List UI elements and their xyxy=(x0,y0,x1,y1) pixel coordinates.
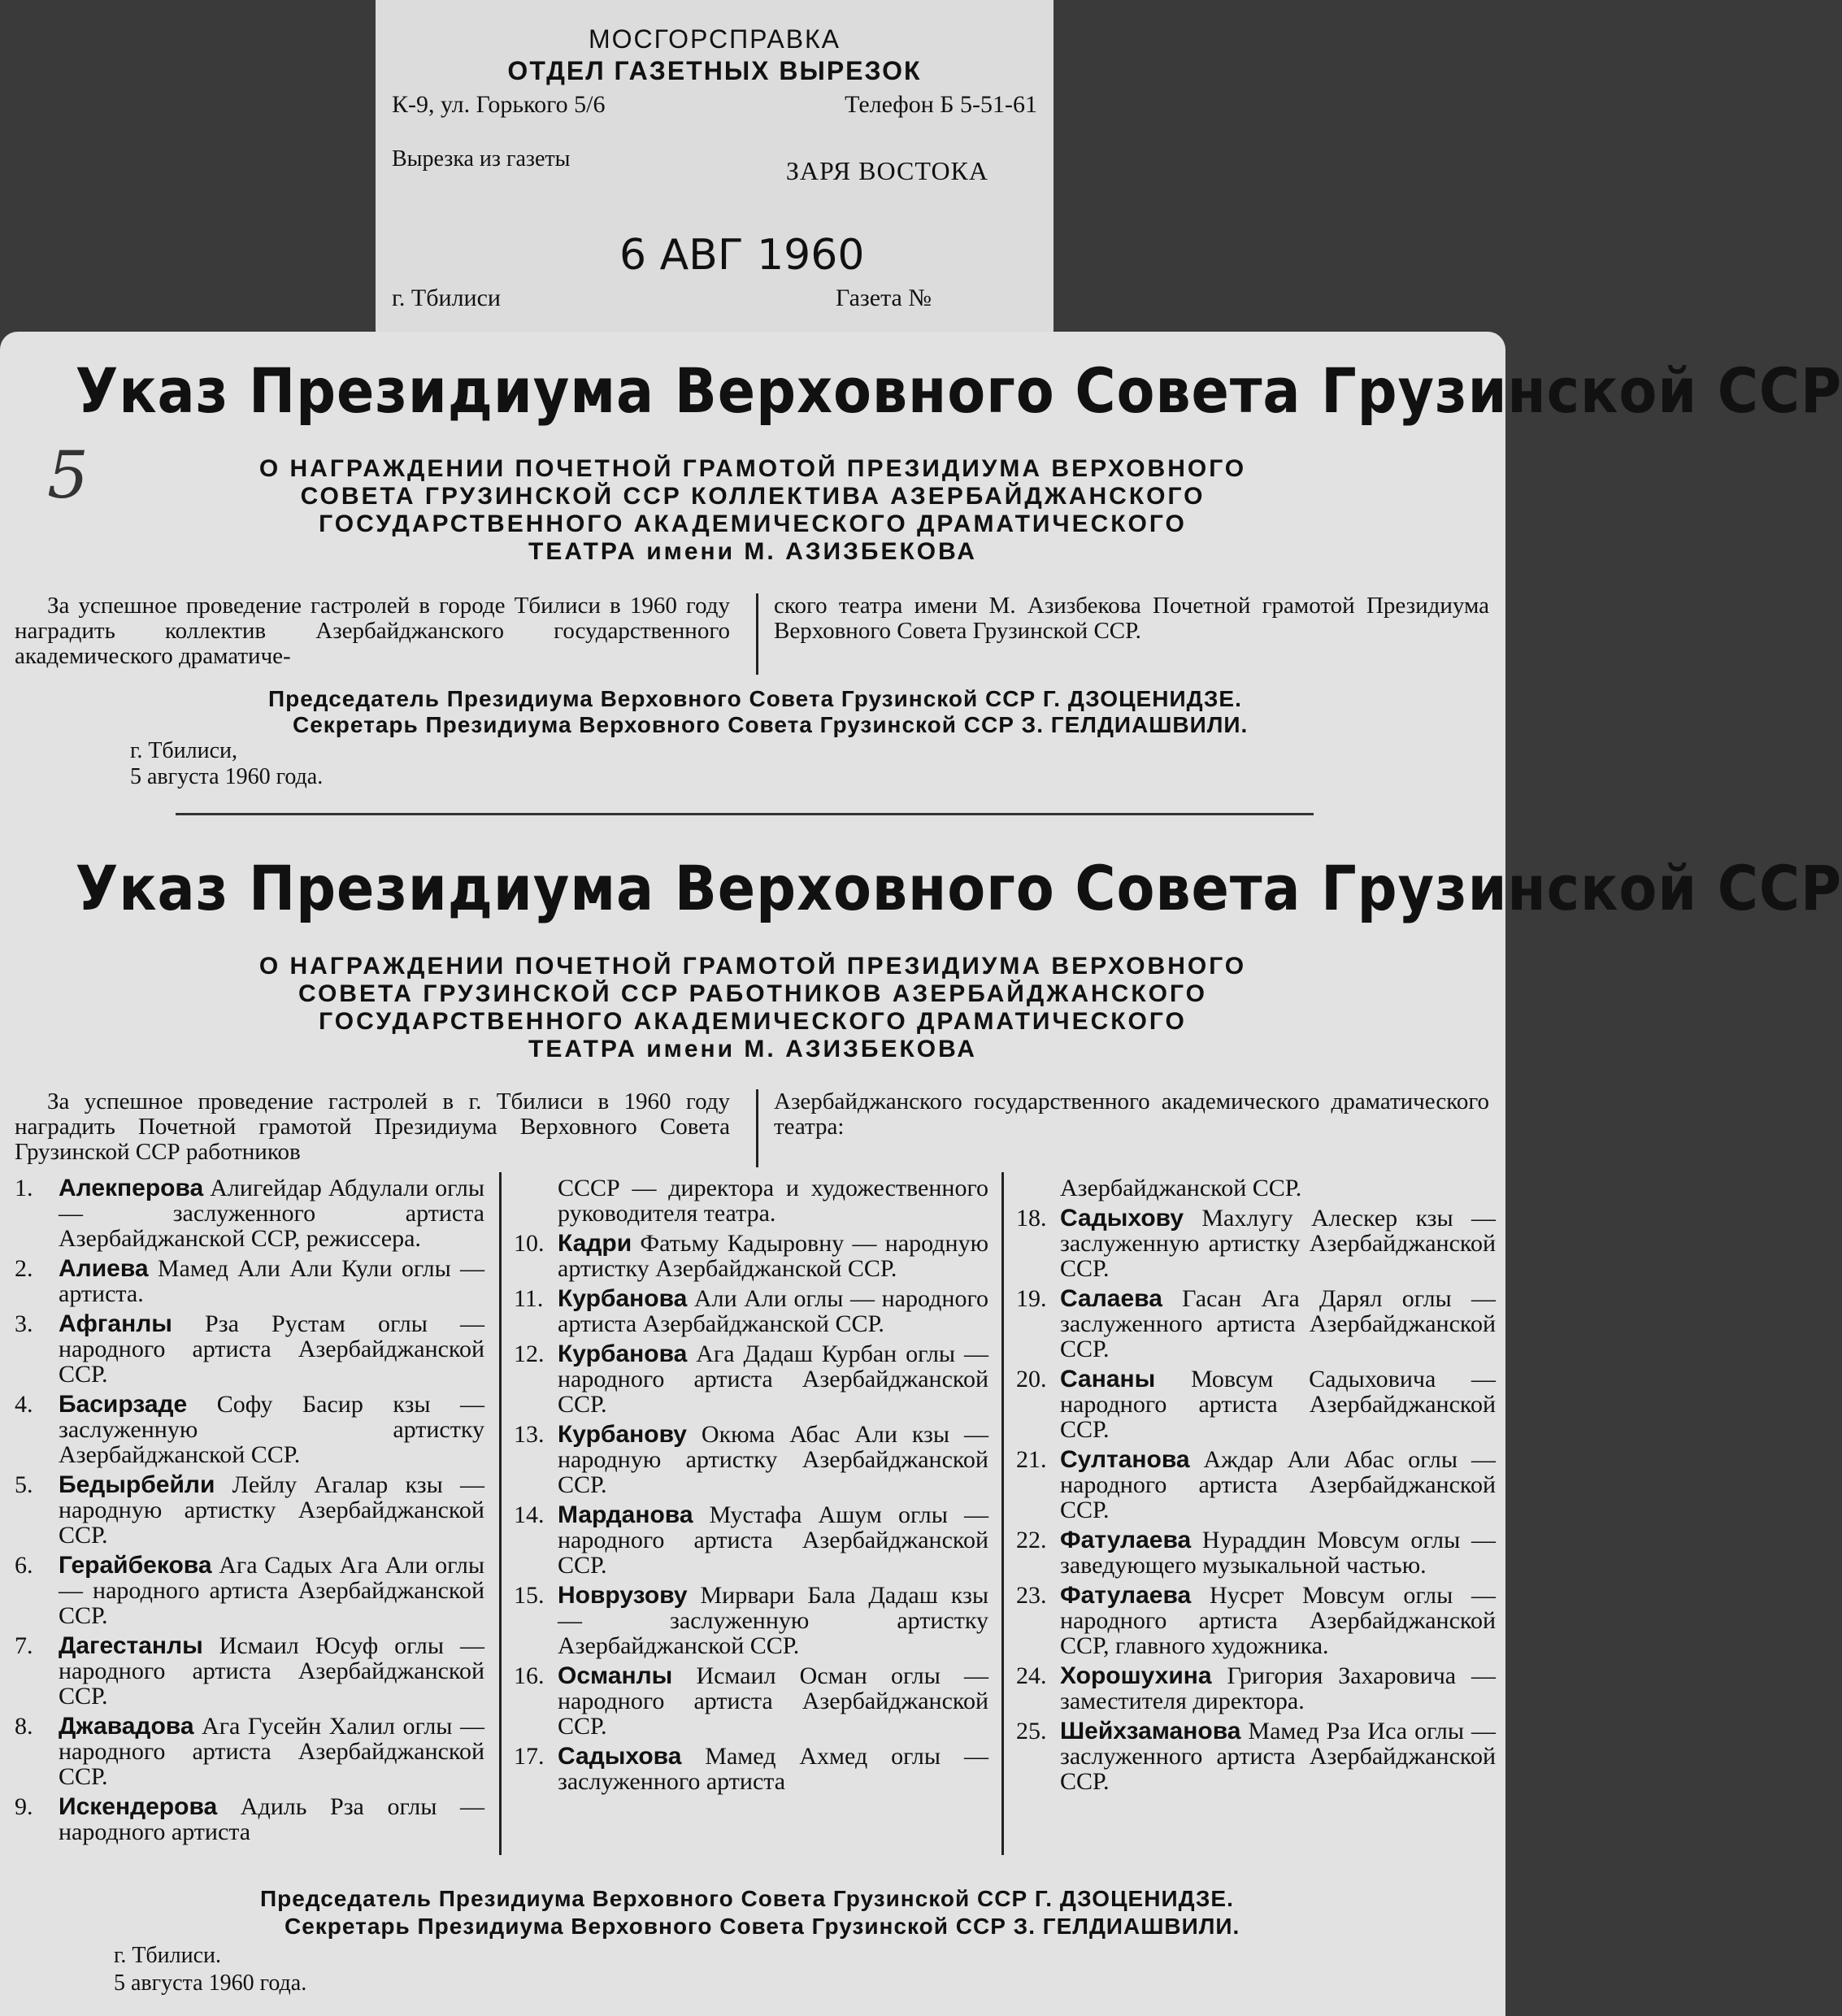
awardee-item xyxy=(514,1583,988,1658)
item-number: 22. xyxy=(1016,1527,1047,1553)
awardee-item xyxy=(514,1422,988,1497)
stamp-issue-label: Газета № xyxy=(836,285,932,311)
awardee-surname: Султанова xyxy=(1060,1446,1190,1473)
awardee-surname: Афганлы xyxy=(59,1310,172,1337)
item-number: 7. xyxy=(15,1632,33,1659)
decree1-chair: Председатель Президиума Верховного Совета Грузинской ССР Г. ДЗОЦЕНИДЗЕ. xyxy=(268,686,1242,711)
awardee-details: Нусрет Мовсум оглы — народного артиста Азербайджанской ССР, главного художника. xyxy=(1060,1582,1496,1659)
subtitle-line: СОВЕТА ГРУЗИНСКОЙ ССР КОЛЛЕКТИВА АЗЕРБАЙДЖАНСКОГО xyxy=(300,483,1206,510)
separator-rule xyxy=(176,813,1314,815)
awardee-details: Ага Дадаш Курбан оглы — народного артиста Азербайджанской ССР. xyxy=(558,1340,988,1418)
item-number: 15. xyxy=(514,1582,545,1609)
continuation-text: СССР — директора и художественного руководителя театра. xyxy=(558,1175,988,1227)
awardee-item xyxy=(15,1714,484,1789)
decree1-subtitle xyxy=(163,455,1343,566)
awardee-details: Рза Рустам оглы — народного артиста Азербайджанской ССР. xyxy=(59,1310,484,1388)
item-number: 18. xyxy=(1016,1205,1047,1232)
awardee-surname: Дагестанлы xyxy=(59,1632,203,1659)
subtitle-line: ГОСУДАРСТВЕННОГО АКАДЕМИЧЕСКОГО ДРАМАТИЧЕСКОГО xyxy=(319,1008,1187,1035)
awardee-item xyxy=(1016,1583,1496,1658)
awardee-details: Адиль Рза оглы — народного артиста xyxy=(59,1793,484,1845)
decree2-title: Указ Президиума Верховного Совета Грузинской ССР xyxy=(75,852,1842,924)
item-number: 9. xyxy=(15,1793,33,1820)
awardee-item xyxy=(15,1175,484,1251)
item-number: 25. xyxy=(1016,1718,1047,1744)
awardee-surname: Бедырбейли xyxy=(59,1471,215,1498)
subtitle-line: О НАГРАЖДЕНИИ ПОЧЕТНОЙ ГРАМОТОЙ ПРЕЗИДИУМА ВЕРХОВНОГО xyxy=(258,953,1247,980)
item-number: 4. xyxy=(15,1391,33,1418)
awardee-surname: Алиева xyxy=(59,1255,149,1282)
awardee-item xyxy=(1016,1718,1496,1794)
awardee-details: Фатьму Кадыровну — народную артистку Азербайджанской ССР. xyxy=(558,1230,988,1282)
stamp-city-row xyxy=(392,285,1037,312)
awardee-item xyxy=(15,1392,484,1467)
item-number: 6. xyxy=(15,1552,33,1579)
awardee-details: Махлугу Алескер кзы — заслуженную артистку Азербайджанской ССР. xyxy=(1060,1205,1496,1282)
awardee-details: Ага Садых Ага Али оглы — народного артиста Азербайджанской ССР. xyxy=(59,1552,484,1629)
awardee-item xyxy=(514,1231,988,1281)
awardee-details: Софу Басир кзы — заслуженную артистку Азербайджанской ССР. xyxy=(59,1391,484,1468)
awardee-details: Мустафа Ашум оглы — народного артиста Азербайджанской ССР. xyxy=(558,1501,988,1579)
awardee-details: Григория Захаровича — заместителя директора. xyxy=(1060,1662,1496,1714)
subtitle-line: ГОСУДАРСТВЕННОГО АКАДЕМИЧЕСКОГО ДРАМАТИЧЕСКОГО xyxy=(319,511,1187,537)
awardee-details: Исмаил Осман оглы — народного артиста Азербайджанской ССР. xyxy=(558,1662,988,1740)
subtitle-line: О НАГРАЖДЕНИИ ПОЧЕТНОЙ ГРАМОТОЙ ПРЕЗИДИУМА ВЕРХОВНОГО xyxy=(258,455,1247,482)
awardee-details: Исмаил Юсуф оглы — народного артиста Азербайджанской ССР. xyxy=(59,1632,484,1710)
decree1-body-right: ского театра имени М. Азизбекова Почетной грамотой Президиума Верховного Совета Грузинской ССР. xyxy=(774,593,1489,644)
subtitle-line: ТЕАТРА имени М. АЗИЗБЕКОВА xyxy=(528,538,977,565)
item-number: 16. xyxy=(514,1662,545,1689)
column-divider xyxy=(756,1089,758,1167)
column-divider xyxy=(1001,1172,1004,1855)
item-number: 5. xyxy=(15,1471,33,1498)
awardee-details: Мовсум Садыховича — народного артиста Азербайджанской ССР. xyxy=(1060,1366,1496,1443)
awardee-surname: Алекперова xyxy=(59,1175,204,1201)
awardee-details: Нураддин Мовсум оглы — заведующего музыкальной частью. xyxy=(1060,1527,1496,1579)
awardee-item xyxy=(1016,1447,1496,1523)
awardee-item xyxy=(15,1633,484,1709)
item-number: 3. xyxy=(15,1310,33,1337)
item-number: 19. xyxy=(1016,1285,1047,1312)
decree2-date: 5 августа 1960 года. xyxy=(114,1970,307,1996)
awardee-surname: Кадри xyxy=(558,1230,632,1257)
subtitle-line: ТЕАТРА имени М. АЗИЗБЕКОВА xyxy=(528,1036,977,1062)
decree2-subtitle xyxy=(163,953,1343,1063)
item-number: 21. xyxy=(1016,1446,1047,1473)
column-divider xyxy=(499,1172,502,1855)
awardee-details: Мамед Ахмед оглы — заслуженного артиста xyxy=(558,1743,988,1795)
awardee-surname: Марданова xyxy=(558,1501,693,1528)
newspaper-clipping xyxy=(0,332,1842,2016)
awardee-surname: Джавадова xyxy=(59,1713,194,1740)
awardee-surname: Курбанову xyxy=(558,1421,687,1448)
stamp-date: 6 АВГ 1960 xyxy=(619,231,865,280)
awardee-item xyxy=(15,1256,484,1306)
awardee-item xyxy=(15,1311,484,1387)
awardee-details: Мирвари Бала Дадаш кзы — заслуженную артистку Азербайджанской ССР. xyxy=(558,1582,988,1659)
awardee-item xyxy=(1016,1527,1496,1578)
awardee-details: Окюма Абас Али кзы — народную артистку Азербайджанской ССР. xyxy=(558,1421,988,1498)
awardee-details: Алигейдар Абдулали оглы — заслуженного артиста Азербайджанской ССР, режиссера. xyxy=(59,1175,484,1252)
awardee-surname: Басирзаде xyxy=(59,1391,188,1418)
stamp-address: К-9, ул. Горького 5/6 xyxy=(392,91,606,118)
stamp-dept: ОТДЕЛ ГАЗЕТНЫХ ВЫРЕЗОК xyxy=(507,56,922,85)
awardee-item xyxy=(514,1341,988,1417)
awardee-surname: Искендерова xyxy=(59,1793,218,1820)
subtitle-line: СОВЕТА ГРУЗИНСКОЙ ССР РАБОТНИКОВ АЗЕРБАЙДЖАНСКОГО xyxy=(298,980,1207,1007)
awardee-surname: Новрузову xyxy=(558,1582,688,1609)
awardee-details: Мамед Али Али Кули оглы — артиста. xyxy=(59,1255,484,1307)
awardee-surname: Герайбекова xyxy=(59,1552,212,1579)
decree2-body-left: За успешное проведение гастролей в г. Тбилиси в 1960 году наградить Почетной грамотой Президиума Верховного Совета Грузинской ССР работников xyxy=(15,1088,730,1165)
decree2-chair: Председатель Президиума Верховного Совета Грузинской ССР Г. ДЗОЦЕНИДЗЕ. xyxy=(260,1886,1234,1911)
stamp-clip-label: Вырезка из газеты xyxy=(392,146,571,172)
awardee-surname: Хорошухина xyxy=(1060,1662,1212,1689)
awardee-surname: Шейхзаманова xyxy=(1060,1718,1241,1744)
awardee-column-3 xyxy=(1016,1175,1496,1799)
awardee-item xyxy=(1016,1663,1496,1714)
item-number: 24. xyxy=(1016,1662,1047,1689)
awardee-details: Мамед Рза Иса оглы — заслуженного артиста Азербайджанской ССР. xyxy=(1060,1718,1496,1795)
item-number: 17. xyxy=(514,1743,545,1770)
decree2-secretary: Секретарь Президиума Верховного Совета Грузинской ССР З. ГЕЛДИАШВИЛИ. xyxy=(285,1914,1240,1939)
decree1-title: Указ Президиума Верховного Совета Грузинской ССР xyxy=(75,354,1842,427)
decree2-place: г. Тбилиси. xyxy=(114,1943,222,1968)
decree2-body-right: Азербайджанского государственного академического драматического театра: xyxy=(774,1088,1489,1140)
awardee-surname: Курбанова xyxy=(558,1285,688,1312)
awardee-surname: Фатулаева xyxy=(1060,1582,1192,1609)
awardee-details: Лейлу Агалар кзы — народную артистку Азербайджанской ССР. xyxy=(59,1471,484,1549)
awardee-item xyxy=(1016,1286,1496,1362)
awardee-column-1 xyxy=(15,1175,484,1849)
decree1-body-left: За успешное проведение гастролей в городе Тбилиси в 1960 году наградить коллектив Азербайджанского государственного академического драматиче- xyxy=(15,593,730,669)
awardee-item xyxy=(514,1744,988,1794)
awardee-surname: Фатулаева xyxy=(1060,1527,1192,1553)
awardee-surname: Османлы xyxy=(558,1662,673,1689)
item-number: 11. xyxy=(514,1285,544,1312)
item-number: 8. xyxy=(15,1713,33,1740)
decree1-date: 5 августа 1960 года. xyxy=(130,764,324,789)
item-number: 2. xyxy=(15,1255,33,1282)
awardee-item xyxy=(1016,1206,1496,1281)
stamp-clip-row xyxy=(392,146,1037,186)
item-number: 1. xyxy=(15,1175,33,1201)
awardee-details: Аждар Али Абас оглы — народного артиста Азербайджанской ССР. xyxy=(1060,1446,1496,1523)
column-divider xyxy=(756,593,758,675)
stamp-address-row xyxy=(392,91,1037,119)
item-number: 10. xyxy=(514,1230,545,1257)
awardee-item xyxy=(15,1794,484,1844)
item-number: 13. xyxy=(514,1421,545,1448)
decree1-place: г. Тбилиси, xyxy=(130,738,238,763)
continuation-text: Азербайджанской ССР. xyxy=(1060,1175,1302,1201)
awardee-item xyxy=(15,1472,484,1548)
item-number: 14. xyxy=(514,1501,545,1528)
margin-mark: 5 xyxy=(47,437,89,513)
awardee-details: Гасан Ага Дарял оглы — заслуженного артиста Азербайджанской ССР. xyxy=(1060,1285,1496,1362)
clipping-stamp xyxy=(376,0,1054,341)
stamp-phone: Телефон Б 5-51-61 xyxy=(845,91,1037,118)
awardee-item xyxy=(514,1502,988,1578)
awardee-surname: Курбанова xyxy=(558,1340,688,1367)
stamp-org: МОСГОРСПРАВКА xyxy=(588,24,841,54)
item-number: 12. xyxy=(514,1340,545,1367)
awardee-item xyxy=(15,1553,484,1628)
stamp-city: г. Тбилиси xyxy=(392,285,501,311)
item-number: 20. xyxy=(1016,1366,1047,1393)
item-number: 23. xyxy=(1016,1582,1047,1609)
decree1-secretary: Секретарь Президиума Верховного Совета Грузинской ССР З. ГЕЛДИАШВИЛИ. xyxy=(293,712,1249,737)
awardee-surname: Сананы xyxy=(1060,1366,1156,1393)
awardee-item xyxy=(514,1286,988,1336)
awardee-surname: Садыхова xyxy=(558,1743,682,1770)
awardee-surname: Салаева xyxy=(1060,1285,1162,1312)
awardee-column-2 xyxy=(514,1175,988,1799)
awardee-details: Али Али оглы — народного артиста Азербайджанской ССР. xyxy=(558,1285,988,1337)
stamp-newspaper: ЗАРЯ ВОСТОКА xyxy=(785,156,988,185)
awardee-item xyxy=(514,1663,988,1739)
awardee-details: Ага Гусейн Халил оглы — народного артиста Азербайджанской ССР. xyxy=(59,1713,484,1790)
awardee-surname: Садыхову xyxy=(1060,1205,1184,1232)
awardee-item xyxy=(1016,1366,1496,1442)
